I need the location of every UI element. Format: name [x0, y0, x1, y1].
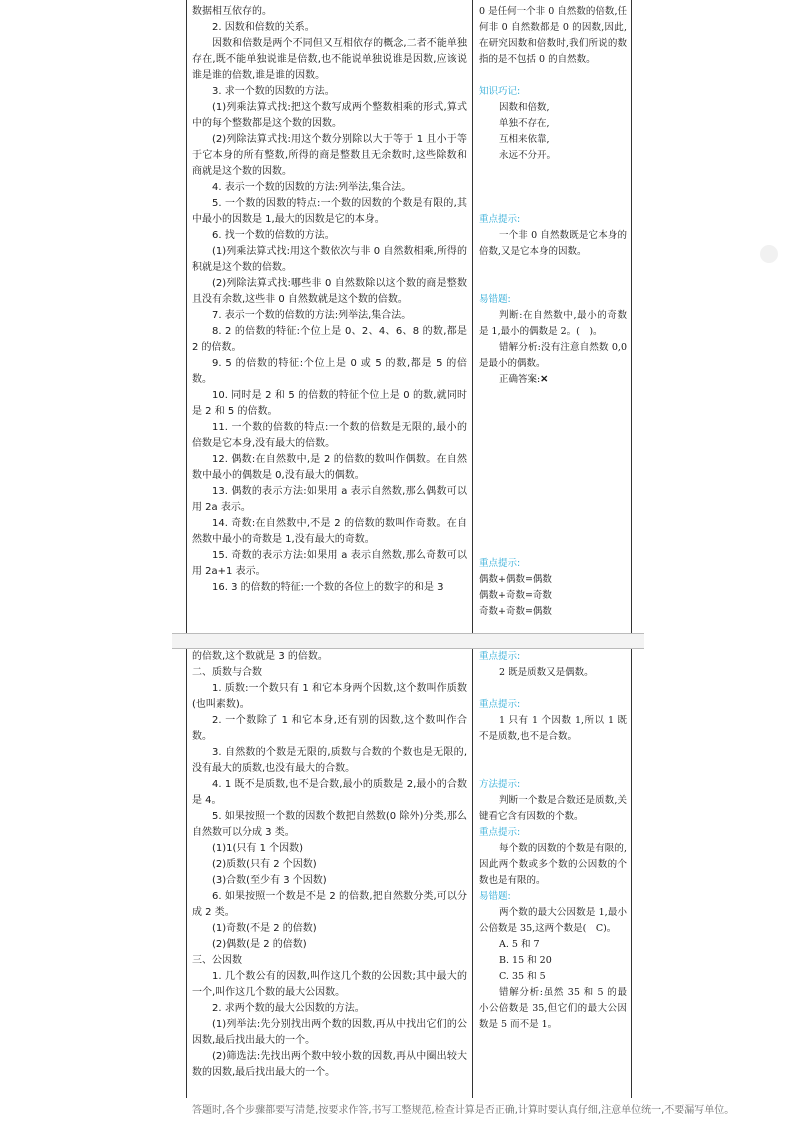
text-paragraph: 16. 3 的倍数的特征:一个数的各位上的数字的和是 3 — [212, 582, 444, 593]
text-paragraph: 8. 2 的倍数的特征:个位上是 0、2、4、6、8 的数,都是 2 的倍数。 — [192, 326, 467, 353]
text-paragraph: 2. 因数和倍数的关系。 — [212, 22, 315, 33]
parity-rule: 偶数+偶数=偶数 — [479, 574, 552, 585]
parity-rule: 奇数+奇数=偶数 — [479, 606, 552, 617]
scroll-marker — [760, 245, 778, 263]
text-paragraph: 6. 如果按照一个数是不是 2 的倍数,把自然数分类,可以分成 2 类。 — [192, 891, 467, 918]
right-border — [631, 0, 632, 1098]
tip-c-text: 判断一个数是合数还是质数,关键看它含有因数的个数。 — [479, 795, 627, 822]
text-paragraph: 5. 如果按照一个数的因数个数把自然数(0 除外)分类,那么自然数可以分成 3 类。 — [192, 811, 467, 838]
text-paragraph: 3. 自然数的个数是无限的,质数与合数的个数也是无限的,没有最大的质数,也没有最大的合数。 — [192, 747, 467, 774]
text-paragraph: 10. 同时是 2 和 5 的倍数的特征个位上是 0 的数,就同时是 2 和 5 的倍数。 — [192, 390, 467, 417]
tip-e-question: 两个数的最大公因数是 1,最小公倍数是 35,这两个数是( C)。 — [479, 907, 627, 934]
section-heading: 二、质数与合数 — [192, 667, 262, 678]
text-paragraph: 数据相互依存的。 — [192, 6, 272, 17]
option-item: A. 5 和 7 — [499, 939, 540, 950]
rhyme-list — [479, 100, 627, 164]
tip-b-text: 1 只有 1 个因数 1,所以 1 既不是质数,也不是合数。 — [479, 715, 627, 742]
parity-rules — [479, 556, 627, 620]
text-paragraph: (2)列除法算式找:用这个数分别除以大于等于 1 且小于等于它本身的所有整数,所得的商是整数且无余数时,这些除数和商就是这个数的因数。 — [192, 134, 467, 177]
error-question: 判断:在自然数中,最小的奇数是 1,最小的偶数是 2。( )。 — [479, 310, 627, 337]
error-answer — [479, 372, 627, 388]
tip-key-text: 一个非 0 自然数既是它本身的倍数,又是它本身的因数。 — [479, 230, 627, 257]
page-fold — [172, 633, 644, 649]
tip-parity-label: 重点提示: — [479, 558, 521, 569]
error-analysis: 错解分析:没有注意自然数 0,0 是最小的偶数。 — [479, 342, 627, 369]
lower-sidebar — [479, 649, 627, 1033]
text-paragraph: 的倍数,这个数就是 3 的倍数。 — [192, 651, 328, 662]
text-paragraph: (2)偶数(是 2 的倍数) — [212, 939, 307, 950]
text-paragraph: 3. 求一个数的因数的方法。 — [212, 86, 335, 97]
text-paragraph: 15. 奇数的表示方法:如果用 a 表示自然数,那么奇数可以用 2a+1 表示。 — [192, 550, 467, 577]
rhyme-line: 永远不分开。 — [499, 150, 557, 161]
tip-b-label: 重点提示: — [479, 699, 521, 710]
text-paragraph: 9. 5 的倍数的特征:个位上是 0 或 5 的数,都是 5 的倍数。 — [192, 358, 467, 385]
text-paragraph: (1)列乘法算式找:把这个数写成两个整数相乘的形式,算式中的每个整数都是这个数的因数。 — [192, 102, 467, 129]
column-divider — [472, 0, 473, 1098]
text-paragraph: (2)质数(只有 2 个因数) — [212, 859, 317, 870]
text-paragraph: 5. 一个数的因数的特点:一个数的因数的个数是有限的,其中最小的因数是 1,最大的因数是它的本身。 — [192, 198, 467, 225]
text-paragraph: 13. 偶数的表示方法:如果用 a 表示自然数,那么偶数可以用 2a 表示。 — [192, 486, 467, 513]
text-paragraph: 2. 求两个数的最大公因数的方法。 — [212, 1003, 365, 1014]
tip-c-label: 方法提示: — [479, 779, 521, 790]
text-paragraph: 4. 表示一个数的因数的方法:列举法,集合法。 — [212, 182, 412, 193]
left-border — [186, 0, 187, 1098]
text-paragraph: 11. 一个数的倍数的特点:一个数的倍数是无限的,最小的倍数是它本身,没有最大的倍数。 — [192, 422, 467, 449]
section-heading: 三、公因数 — [192, 955, 242, 966]
text-paragraph: 1. 质数:一个数只有 1 和它本身两个因数,这个数叫作质数(也叫素数)。 — [192, 683, 467, 710]
text-paragraph: 2. 一个数除了 1 和它本身,还有别的因数,这个数叫作合数。 — [192, 715, 467, 742]
tip-a-label: 重点提示: — [479, 651, 521, 662]
upper-sidebar — [479, 4, 627, 388]
text-paragraph: (2)筛选法:先找出两个数中较小数的因数,再从中圈出较大数的因数,最后找出最大的一个。 — [192, 1051, 467, 1078]
rhyme-line: 互相来依靠, — [499, 134, 550, 145]
text-paragraph: (3)合数(至少有 3 个因数) — [212, 875, 327, 886]
text-paragraph: 6. 找一个数的倍数的方法。 — [212, 230, 335, 241]
text-paragraph: 因数和倍数是两个不同但又互相依存的概念,二者不能单独存在,既不能单独说谁是倍数,也不能说单独说谁是因数,应该说谁是谁的倍数,谁是谁的因数。 — [192, 38, 467, 81]
tip-e-analysis: 错解分析:虽然 35 和 5 的最小公倍数是 35,但它们的最大公因数是 5 而不是 1。 — [479, 987, 627, 1030]
tip-error-label: 易错题: — [479, 294, 511, 305]
text-paragraph: 7. 表示一个数的倍数的方法:列举法,集合法。 — [212, 310, 412, 321]
parity-rule: 偶数+奇数=奇数 — [479, 590, 552, 601]
text-paragraph: 14. 奇数:在自然数中,不是 2 的倍数的数叫作奇数。在自然数中最小的奇数是 1,没有最大的奇数。 — [192, 518, 467, 545]
tip-d-text: 每个数的因数的个数是有限的,因此两个数或多个数的公因数的个数也是有限的。 — [479, 843, 627, 886]
lower-main-text — [192, 649, 467, 1081]
text-paragraph: (1)奇数(不是 2 的倍数) — [212, 923, 317, 934]
option-item: B. 15 和 20 — [499, 955, 552, 966]
rhyme-line: 单独不存在, — [499, 118, 550, 129]
upper-main-text — [192, 4, 467, 596]
tip-key-label: 重点提示: — [479, 214, 521, 225]
tip-memory-label: 知识巧记: — [479, 86, 521, 97]
text-paragraph: (1)列举法:先分别找出两个数的因数,再从中找出它们的公因数,最后找出最大的一个。 — [192, 1019, 467, 1046]
text-paragraph: 12. 偶数:在自然数中,是 2 的倍数的数叫作偶数。在自然数中最小的偶数是 0,没有最大的偶数。 — [192, 454, 467, 481]
footer-note: 答题时,各个步骤都要写清楚,按要求作答,书写工整规范,检查计算是否正确,计算时要认真仔细,注意单位统一,不要漏写单位。 — [192, 1105, 735, 1116]
text-paragraph: 1. 几个数公有的因数,叫作这几个数的公因数;其中最大的一个,叫作这几个数的最大公因数。 — [192, 971, 467, 998]
tip-a-text: 2 既是质数又是偶数。 — [499, 667, 594, 678]
rhyme-line: 因数和倍数, — [499, 102, 550, 113]
text-paragraph: (2)列除法算式找:哪些非 0 自然数除以这个数的商是整数且没有余数,这些非 0 自然数就是这个数的倍数。 — [192, 278, 467, 305]
text-paragraph: (1)1(只有 1 个因数) — [212, 843, 304, 854]
tip-d-label: 重点提示: — [479, 827, 521, 838]
option-item: C. 35 和 5 — [499, 971, 546, 982]
text-paragraph: (1)列乘法算式找:用这个数依次与非 0 自然数相乘,所得的积就是这个数的倍数。 — [192, 246, 467, 273]
text-paragraph: 4. 1 既不是质数,也不是合数,最小的质数是 2,最小的合数是 4。 — [192, 779, 467, 806]
tip-e-label: 易错题: — [479, 891, 511, 902]
cross-icon: ✕ — [540, 374, 549, 385]
sidebar-intro: 0 是任何一个非 0 自然数的倍数,任何非 0 自然数都是 0 的因数,因此,在研究因数和倍数时,我们所说的数指的是不包括 0 的自然数。 — [479, 6, 627, 65]
answer-label: 正确答案: — [499, 374, 541, 385]
